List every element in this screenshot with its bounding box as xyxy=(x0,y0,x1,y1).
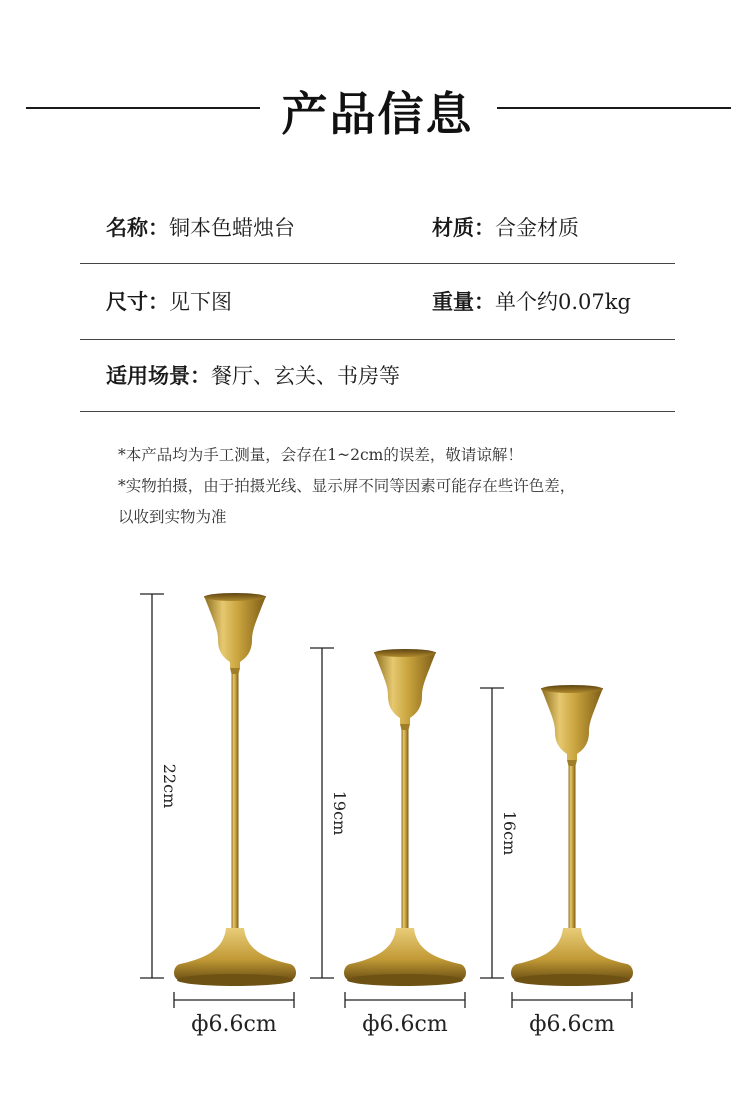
candle-cup-rim-1 xyxy=(204,593,266,601)
info-weight-value: 单个约0.07kg xyxy=(495,290,631,314)
info-material-value: 合金材质 xyxy=(495,216,579,240)
info-row-size-weight xyxy=(80,264,675,340)
info-usage xyxy=(106,340,400,412)
title-section xyxy=(0,72,755,142)
info-usage-value: 餐厅、玄关、书房等 xyxy=(211,364,400,388)
info-name xyxy=(106,192,295,264)
note-line-1: *本产品均为手工测量，会存在1~2cm的误差，敬请谅解！ xyxy=(118,446,523,464)
info-material xyxy=(432,192,579,264)
info-name-key: 名称： xyxy=(106,216,169,240)
candle-cup-1 xyxy=(204,596,266,668)
info-size-value: 见下图 xyxy=(169,290,232,314)
candle-holder-1 xyxy=(140,593,296,1008)
info-material-key: 材质： xyxy=(432,216,495,240)
info-row-name-material xyxy=(80,192,675,264)
candle-base-1 xyxy=(174,928,296,980)
info-row-usage xyxy=(80,340,675,412)
height-label-2: 19cm xyxy=(330,790,349,836)
candle-stage xyxy=(0,560,755,1106)
candle-cup-2 xyxy=(374,652,436,724)
info-usage-key: 适用场景： xyxy=(106,364,211,388)
info-name-value: 铜本色蜡烛台 xyxy=(169,216,295,240)
title-divider-right xyxy=(497,107,731,109)
page-title: 产品信息 xyxy=(281,87,474,141)
candle-cup-rim-2 xyxy=(374,649,436,657)
height-label-3: 16cm xyxy=(500,810,519,856)
candle-base-3 xyxy=(511,928,633,980)
candle-stem-2 xyxy=(402,730,409,930)
candle-base-bottom-3 xyxy=(514,974,630,986)
info-weight xyxy=(432,264,631,340)
candle-holder-2 xyxy=(310,648,466,1008)
note-line-2: *实物拍摄，由于拍摄光线、显示屏不同等因素可能存在些许色差， xyxy=(118,477,576,495)
candle-stem-3 xyxy=(569,766,576,930)
candle-cup-rim-3 xyxy=(541,685,603,693)
candle-base-bottom-1 xyxy=(177,974,293,986)
candle-base-bottom-2 xyxy=(347,974,463,986)
candle-base-2 xyxy=(344,928,466,980)
info-size xyxy=(106,264,232,340)
candle-cup-3 xyxy=(541,688,603,760)
height-label-1: 22cm xyxy=(160,763,179,809)
base-label-3: ф6.6cm xyxy=(529,1012,615,1037)
candle-stem-1 xyxy=(232,674,239,930)
info-size-key: 尺寸： xyxy=(106,290,169,314)
info-weight-key: 重量： xyxy=(432,290,495,314)
base-label-1: ф6.6cm xyxy=(191,1012,277,1037)
base-label-2: ф6.6cm xyxy=(362,1012,448,1037)
notes-block xyxy=(118,440,678,533)
candle-holder-3 xyxy=(480,685,633,1008)
note-line-3: 以收到实物为准 xyxy=(118,508,227,526)
